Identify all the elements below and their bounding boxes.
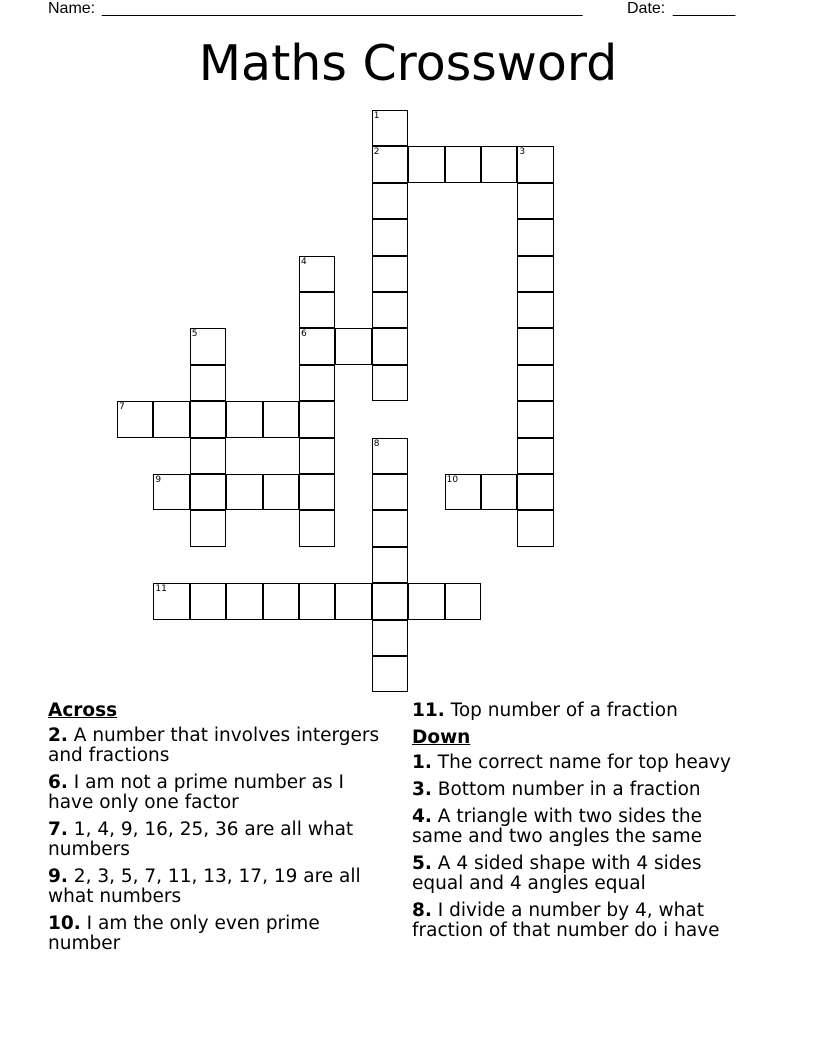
grid-cell[interactable] xyxy=(299,328,335,364)
grid-cell[interactable] xyxy=(372,547,408,583)
grid-cell[interactable] xyxy=(335,328,371,364)
cell-number: 3 xyxy=(519,147,526,158)
clue-number: 4. xyxy=(412,806,432,827)
clue-down-4 xyxy=(412,807,757,847)
grid-cell[interactable] xyxy=(517,365,553,401)
grid-cell[interactable] xyxy=(445,146,481,182)
clue-down-3 xyxy=(412,780,757,800)
grid-cell[interactable] xyxy=(335,583,371,619)
clue-number: 6. xyxy=(48,772,68,793)
clue-across-10 xyxy=(48,914,393,954)
grid-cell[interactable] xyxy=(299,510,335,546)
grid-cell[interactable] xyxy=(445,583,481,619)
grid-cell[interactable] xyxy=(299,365,335,401)
grid-cell[interactable] xyxy=(226,583,262,619)
clue-column-left xyxy=(48,701,393,961)
page-title: Maths Crossword xyxy=(198,35,618,92)
clue-text: A 4 sided shape with 4 sides equal and 4 angles equal xyxy=(412,853,702,894)
name-field[interactable]: ______________________________________________________ xyxy=(102,0,583,17)
grid-cell[interactable] xyxy=(190,328,226,364)
clue-column-right xyxy=(412,701,757,948)
grid-cell[interactable] xyxy=(372,183,408,219)
clue-number: 5. xyxy=(412,853,432,874)
clue-number: 2. xyxy=(48,725,68,746)
grid-cell[interactable] xyxy=(263,401,299,437)
grid-cell[interactable] xyxy=(481,474,517,510)
grid-cell[interactable] xyxy=(481,146,517,182)
grid-cell[interactable] xyxy=(190,510,226,546)
clue-text: I am the only even prime number xyxy=(48,913,320,954)
grid-cell[interactable] xyxy=(517,292,553,328)
grid-cell[interactable] xyxy=(226,401,262,437)
clue-text: Bottom number in a fraction xyxy=(437,779,701,800)
grid-cell[interactable] xyxy=(153,583,189,619)
clue-number: 11. xyxy=(412,700,445,721)
clue-text: 1, 4, 9, 16, 25, 36 are all what numbers xyxy=(48,819,354,860)
cell-number: 4 xyxy=(301,256,307,267)
cell-number: 1 xyxy=(373,111,380,121)
cell-number: 10 xyxy=(446,475,459,485)
grid-cell[interactable] xyxy=(190,474,226,510)
grid-cell[interactable] xyxy=(372,365,408,401)
grid-cell[interactable] xyxy=(372,474,408,510)
grid-cell[interactable] xyxy=(299,474,335,510)
grid-cell[interactable] xyxy=(372,620,408,656)
clue-down-5 xyxy=(412,854,757,894)
clue-across-2 xyxy=(48,726,393,766)
cell-number: 9 xyxy=(155,475,162,485)
clue-text: A triangle with two sides the same and two angles the same xyxy=(412,806,703,847)
cell-number: 8 xyxy=(373,438,380,449)
clue-number: 1. xyxy=(412,752,432,773)
grid-cell[interactable] xyxy=(299,401,335,437)
clue-text: Top number of a fraction xyxy=(450,700,678,721)
clue-across-11 xyxy=(412,701,757,721)
grid-cell[interactable] xyxy=(263,474,299,510)
grid-cell[interactable] xyxy=(263,583,299,619)
grid-cell[interactable] xyxy=(299,438,335,474)
cell-number: 2 xyxy=(373,147,380,158)
grid-cell[interactable] xyxy=(408,583,444,619)
grid-cell[interactable] xyxy=(372,583,408,619)
grid-cell[interactable] xyxy=(226,474,262,510)
clue-across-9 xyxy=(48,867,393,907)
grid-cell[interactable] xyxy=(190,365,226,401)
grid-cell[interactable] xyxy=(153,474,189,510)
grid-cell[interactable] xyxy=(372,292,408,328)
clue-number: 7. xyxy=(48,819,68,840)
date-label: Date: xyxy=(627,0,666,17)
grid-cell[interactable] xyxy=(190,401,226,437)
grid-cell[interactable] xyxy=(372,656,408,692)
down-heading: Down xyxy=(412,727,471,748)
grid-cell[interactable] xyxy=(517,328,553,364)
grid-cell[interactable] xyxy=(517,183,553,219)
cell-number: 5 xyxy=(191,329,198,340)
grid-cell[interactable] xyxy=(517,146,553,182)
clue-number: 10. xyxy=(48,913,81,934)
grid-cell[interactable] xyxy=(517,401,553,437)
grid-cell[interactable] xyxy=(117,401,153,437)
grid-cell[interactable] xyxy=(153,401,189,437)
grid-cell[interactable] xyxy=(299,292,335,328)
grid-cell[interactable] xyxy=(372,110,408,146)
clue-across-7 xyxy=(48,820,393,860)
clue-number: 9. xyxy=(48,866,68,887)
grid-cell[interactable] xyxy=(517,438,553,474)
clue-across-6 xyxy=(48,773,393,813)
grid-cell[interactable] xyxy=(517,256,553,292)
grid-cell[interactable] xyxy=(372,219,408,255)
clue-text: The correct name for top heavy xyxy=(437,752,731,773)
clue-text: I divide a number by 4, what fraction of that number do i have xyxy=(412,900,720,941)
grid-cell[interactable] xyxy=(299,256,335,292)
clue-number: 3. xyxy=(412,779,432,800)
name-label: Name: xyxy=(48,0,96,17)
clue-down-1 xyxy=(412,753,757,773)
clue-down-8 xyxy=(412,901,757,941)
grid-cell[interactable] xyxy=(517,219,553,255)
grid-cell[interactable] xyxy=(372,256,408,292)
grid-cell[interactable] xyxy=(517,474,553,510)
across-heading: Across xyxy=(48,700,118,721)
grid-cell[interactable] xyxy=(190,438,226,474)
grid-cell[interactable] xyxy=(372,438,408,474)
grid-cell[interactable] xyxy=(372,146,408,182)
cell-number: 11 xyxy=(155,584,167,595)
grid-cell[interactable] xyxy=(517,510,553,546)
clue-text: I am not a prime number as I have only one factor xyxy=(48,772,344,813)
grid-cell[interactable] xyxy=(445,474,481,510)
clue-text: A number that involves intergers and fractions xyxy=(48,725,380,766)
cell-number: 6 xyxy=(301,329,307,340)
clue-number: 8. xyxy=(412,900,432,921)
grid-cell[interactable] xyxy=(408,146,444,182)
cell-number: 7 xyxy=(119,402,125,413)
grid-cell[interactable] xyxy=(299,583,335,619)
grid-cell[interactable] xyxy=(372,328,408,364)
grid-cell[interactable] xyxy=(190,583,226,619)
grid-cell[interactable] xyxy=(372,510,408,546)
clue-text: 2, 3, 5, 7, 11, 13, 17, 19 are all what numbers xyxy=(48,866,361,907)
date-field[interactable]: _______ xyxy=(673,0,736,17)
